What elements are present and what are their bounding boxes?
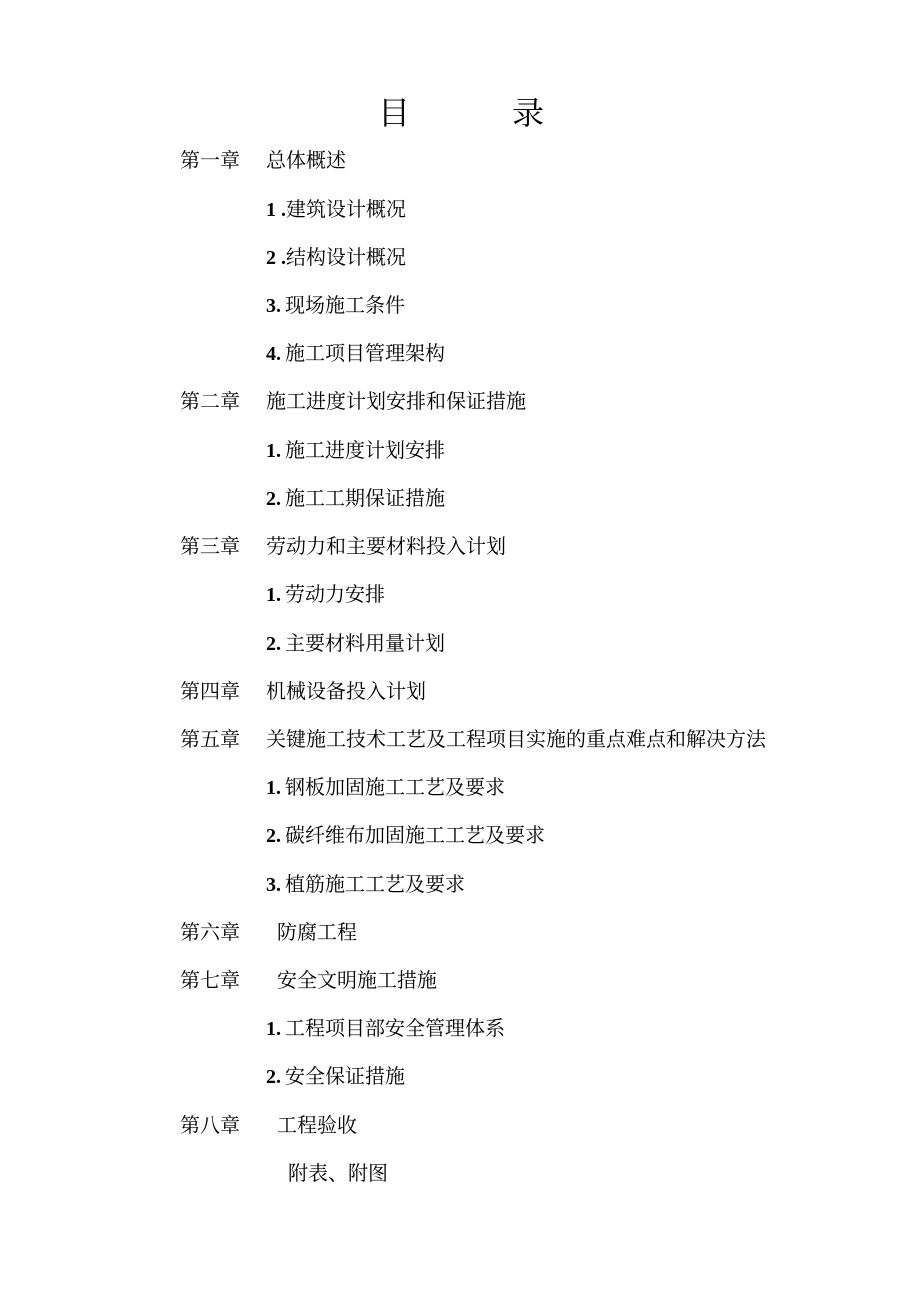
chapter-title: 总体概述 <box>266 148 346 172</box>
section-title: 主要材料用量计划 <box>285 631 445 655</box>
chapter-title: 关键施工技术工艺及工程项目实施的重点难点和解决方法 <box>266 727 766 751</box>
section-title: 碳纤维布加固施工工艺及要求 <box>285 823 545 847</box>
section-number: 1 . <box>266 199 286 221</box>
section-number: 2. <box>266 1066 281 1088</box>
toc-section-5-3[interactable] <box>0 869 920 899</box>
section-title: 施工工期保证措施 <box>285 486 445 510</box>
section-title: 钢板加固施工工艺及要求 <box>285 775 505 799</box>
section-number: 3. <box>266 295 281 317</box>
section-title: 施工项目管理架构 <box>285 341 445 365</box>
toc-section-1-1[interactable] <box>0 194 920 224</box>
toc-chapter-7[interactable] <box>0 965 920 995</box>
section-title: 现场施工条件 <box>285 293 405 317</box>
toc-section-3-1[interactable] <box>0 579 920 609</box>
section-number: 2. <box>266 825 281 847</box>
chapter-title: 劳动力和主要材料投入计划 <box>266 534 506 558</box>
toc-chapter-2[interactable] <box>0 386 920 416</box>
section-title: 建筑设计概况 <box>286 197 406 221</box>
chapter-number: 第四章 <box>180 679 240 703</box>
section-number: 1. <box>266 440 281 462</box>
section-title: 结构设计概况 <box>286 245 406 269</box>
section-title: 植筋施工工艺及要求 <box>285 872 465 896</box>
appendix-title: 附表、附图 <box>288 1161 388 1185</box>
toc-section-1-2[interactable] <box>0 242 920 272</box>
toc-chapter-8[interactable] <box>0 1110 920 1140</box>
chapter-number: 第五章 <box>180 727 240 751</box>
section-number: 1. <box>266 584 281 606</box>
section-number: 4. <box>266 343 281 365</box>
chapter-number: 第二章 <box>180 389 240 413</box>
section-number: 2 . <box>266 247 286 269</box>
toc-appendix[interactable] <box>0 1158 920 1188</box>
section-title: 安全保证措施 <box>285 1064 405 1088</box>
toc-section-5-1[interactable] <box>0 772 920 802</box>
chapter-number: 第七章 <box>180 968 240 992</box>
section-title: 施工进度计划安排 <box>285 438 445 462</box>
toc-chapter-5[interactable] <box>0 724 920 754</box>
toc-chapter-4[interactable] <box>0 676 920 706</box>
toc-section-5-2[interactable] <box>0 820 920 850</box>
section-number: 1. <box>266 777 281 799</box>
toc-section-1-4[interactable] <box>0 338 920 368</box>
toc-section-7-2[interactable] <box>0 1061 920 1091</box>
section-number: 1. <box>266 1018 281 1040</box>
section-number: 3. <box>266 874 281 896</box>
toc-chapter-3[interactable] <box>0 531 920 561</box>
section-number: 2. <box>266 488 281 510</box>
chapter-title: 机械设备投入计划 <box>266 679 426 703</box>
toc-section-3-2[interactable] <box>0 628 920 658</box>
toc-chapter-6[interactable] <box>0 917 920 947</box>
title-char-1: 目 <box>378 94 411 132</box>
toc-section-1-3[interactable] <box>0 290 920 320</box>
section-title: 工程项目部安全管理体系 <box>285 1016 505 1040</box>
toc-chapter-1[interactable] <box>0 145 920 175</box>
section-title: 劳动力安排 <box>285 582 385 606</box>
toc-section-2-2[interactable] <box>0 483 920 513</box>
toc-section-7-1[interactable] <box>0 1013 920 1043</box>
chapter-title: 安全文明施工措施 <box>277 968 437 992</box>
chapter-number: 第六章 <box>180 920 240 944</box>
chapter-title: 施工进度计划安排和保证措施 <box>266 389 526 413</box>
chapter-number: 第八章 <box>180 1113 240 1137</box>
section-number: 2. <box>266 633 281 655</box>
toc-section-2-1[interactable] <box>0 435 920 465</box>
chapter-title: 防腐工程 <box>277 920 357 944</box>
chapter-number: 第一章 <box>180 148 240 172</box>
chapter-title: 工程验收 <box>277 1113 357 1137</box>
title-char-2: 录 <box>512 94 545 132</box>
chapter-number: 第三章 <box>180 534 240 558</box>
